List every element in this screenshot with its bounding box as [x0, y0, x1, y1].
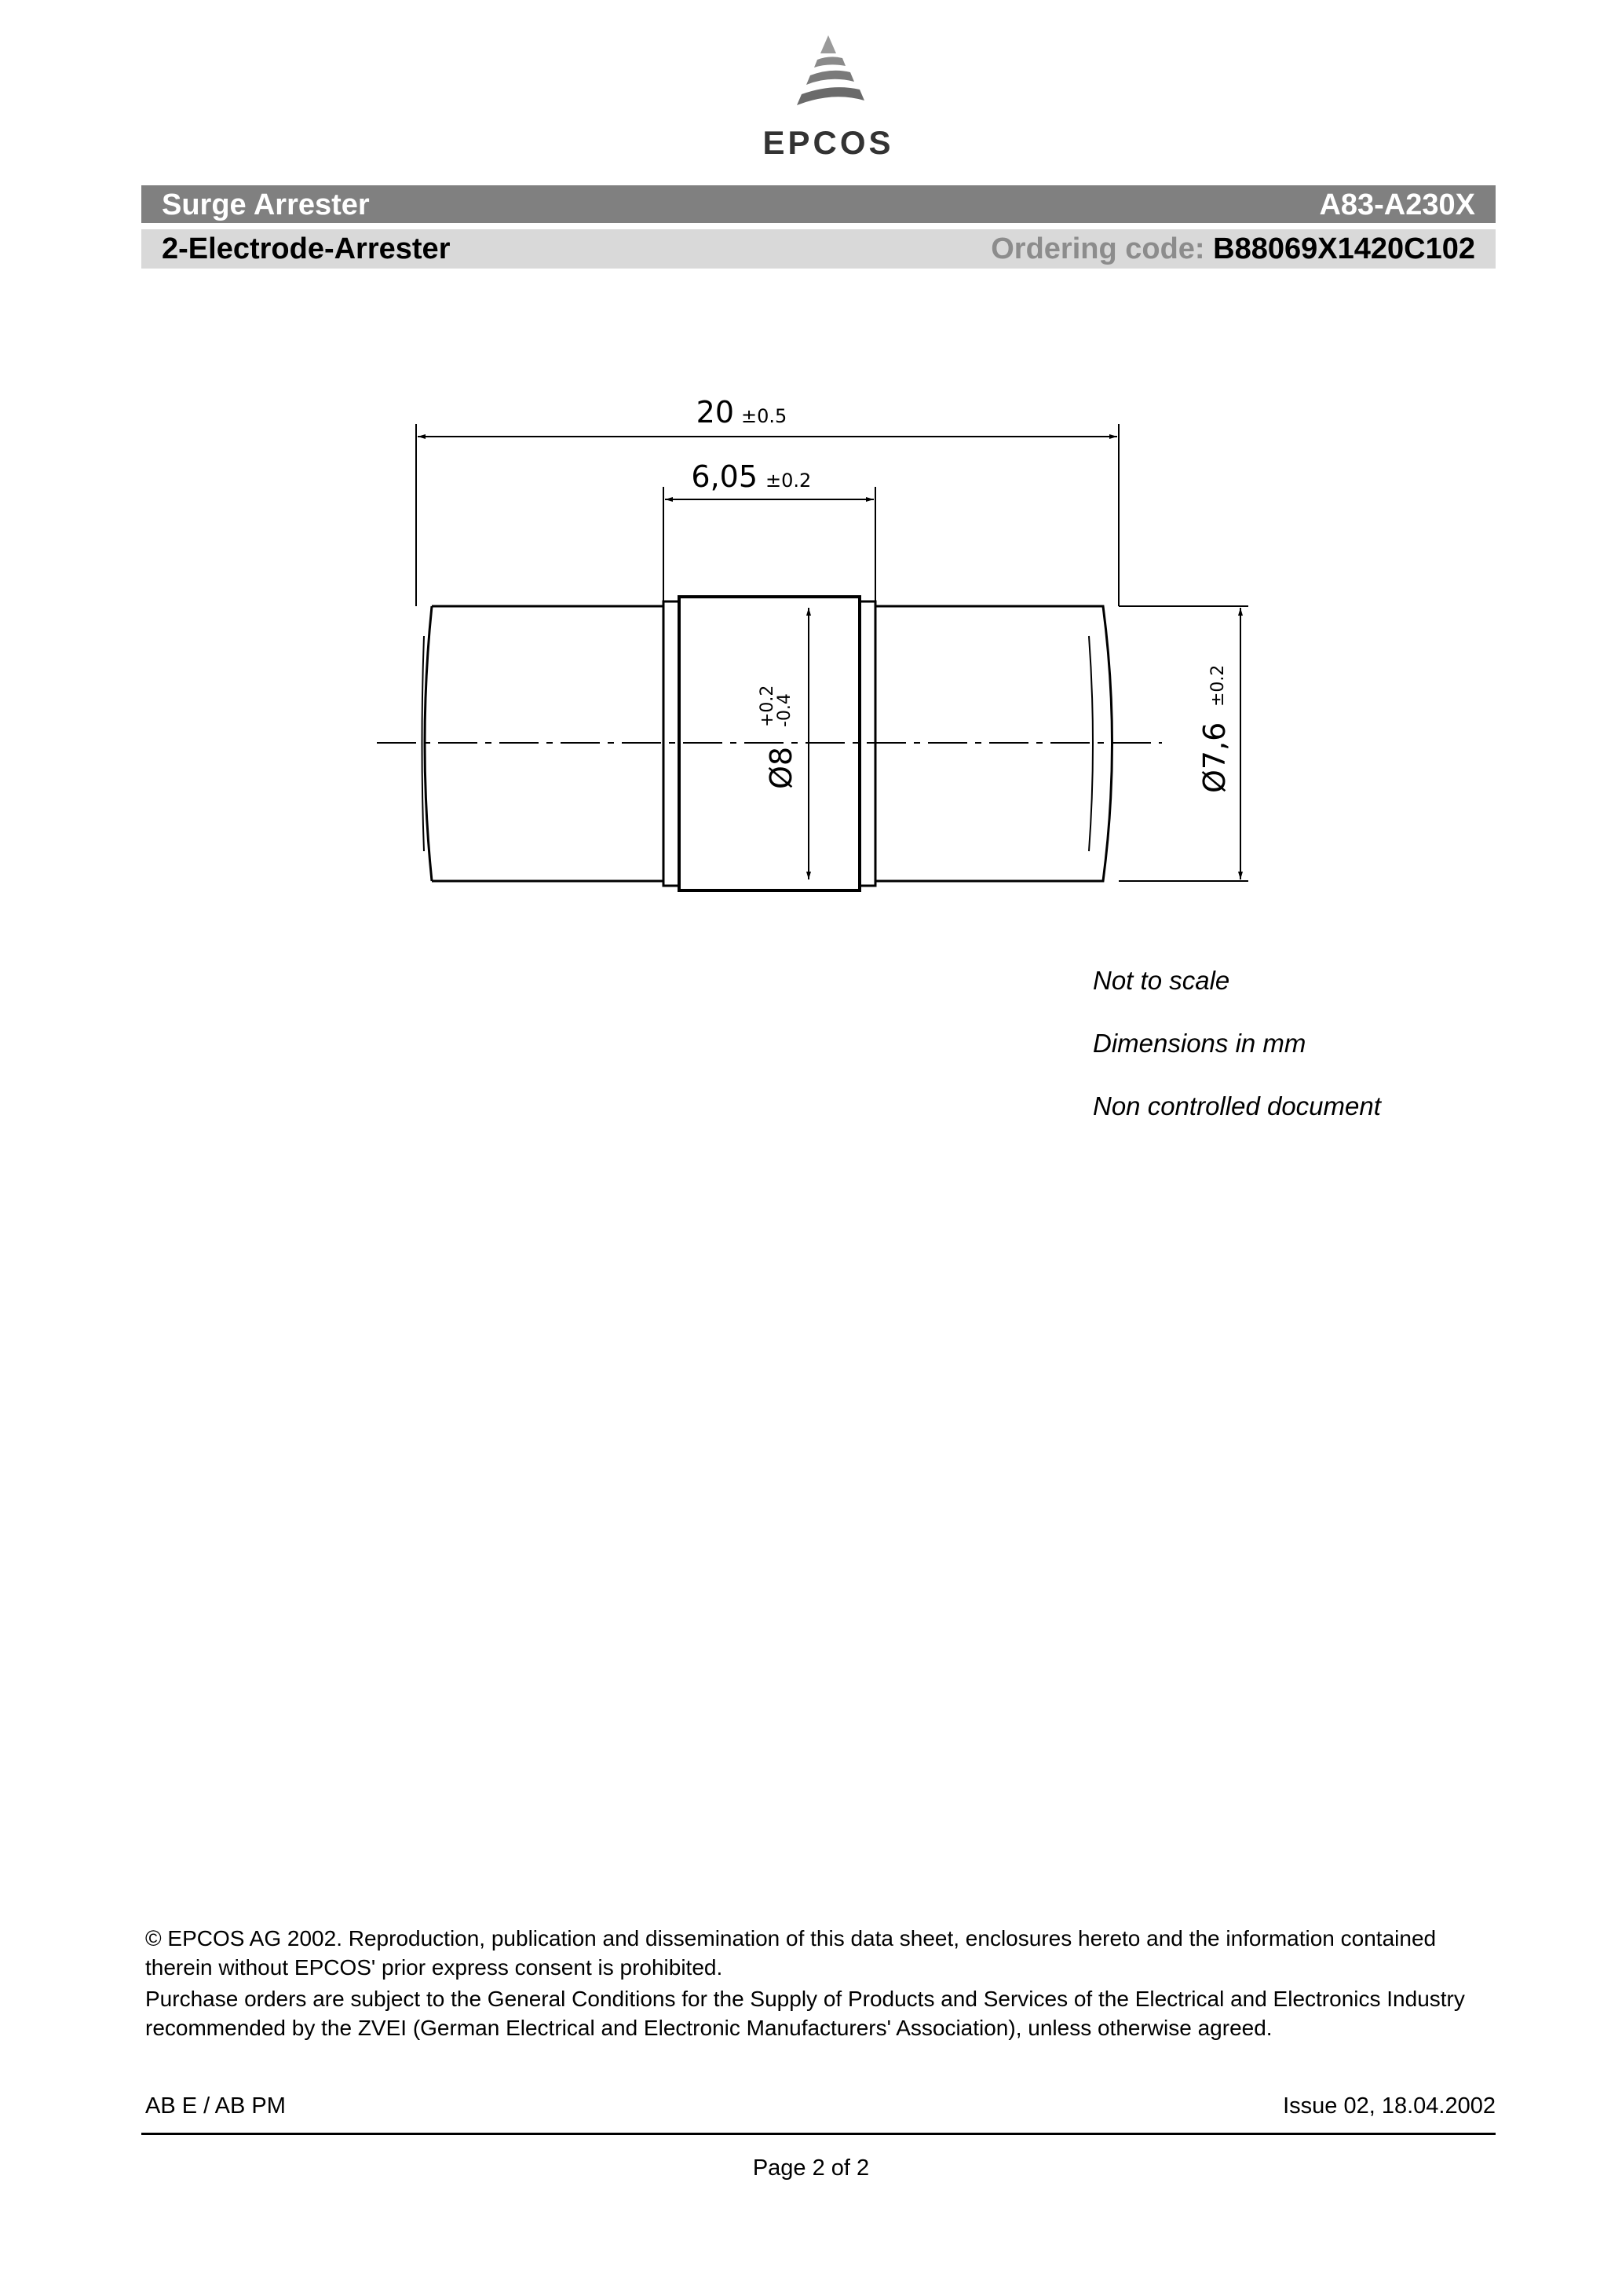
end-diameter-value: Ø7,6	[1197, 722, 1232, 793]
part-number: A83-A230X	[1319, 188, 1475, 221]
department: AB E / AB PM	[145, 2093, 286, 2119]
ordering-code-label: Ordering code:	[991, 232, 1205, 265]
dimension-drawing	[345, 377, 1288, 946]
drawing-notes	[1093, 966, 1381, 1154]
product-type: Surge Arrester	[162, 188, 370, 221]
purchase-terms: Purchase orders are subject to the General Conditions for the Supply of Products and Services of the Electrical and Electronics Industry recommended by the ZVEI (German Electrical and Electronic Manufacturers' Association), unless otherwise agreed.	[145, 1987, 1465, 2040]
copyright-notice: © EPCOS AG 2002. Reproduction, publication and dissemination of this data sheet, enclosures hereto and the information contained therein without EPCOS' prior express consent is prohibited.	[145, 1926, 1437, 1980]
center-diameter-value: Ø8	[764, 746, 798, 789]
center-diameter-tol-minus: -0.4	[775, 693, 795, 727]
center-diameter-tol-plus: +0.2	[758, 685, 777, 727]
ordering-code: B88069X1420C102	[1213, 232, 1475, 265]
arrester-drawing	[345, 377, 1288, 942]
note-control: Non controlled document	[1093, 1091, 1381, 1121]
overall-length-tol: ±0.5	[741, 405, 787, 427]
center-length-tol: ±0.2	[765, 470, 812, 492]
issue-date: Issue 02, 18.04.2002	[1283, 2093, 1496, 2119]
end-diameter-tol: ±0.2	[1208, 664, 1228, 707]
legal-text	[145, 1924, 1496, 2045]
title-bar	[141, 185, 1496, 223]
note-scale: Not to scale	[1093, 966, 1230, 995]
ordering-code-block	[991, 232, 1475, 266]
product-subtype: 2-Electrode-Arrester	[162, 232, 451, 265]
subtitle-bar	[141, 229, 1496, 269]
logo-triangle-icon	[773, 31, 883, 126]
page-number: Page 2 of 2	[752, 2155, 870, 2181]
center-length-value: 6,05	[691, 459, 758, 494]
overall-length-value: 20	[696, 395, 734, 430]
footer-divider	[141, 2133, 1496, 2135]
epcos-logo	[750, 31, 907, 165]
note-units: Dimensions in mm	[1093, 1029, 1306, 1058]
logo-text: EPCOS	[762, 124, 894, 161]
